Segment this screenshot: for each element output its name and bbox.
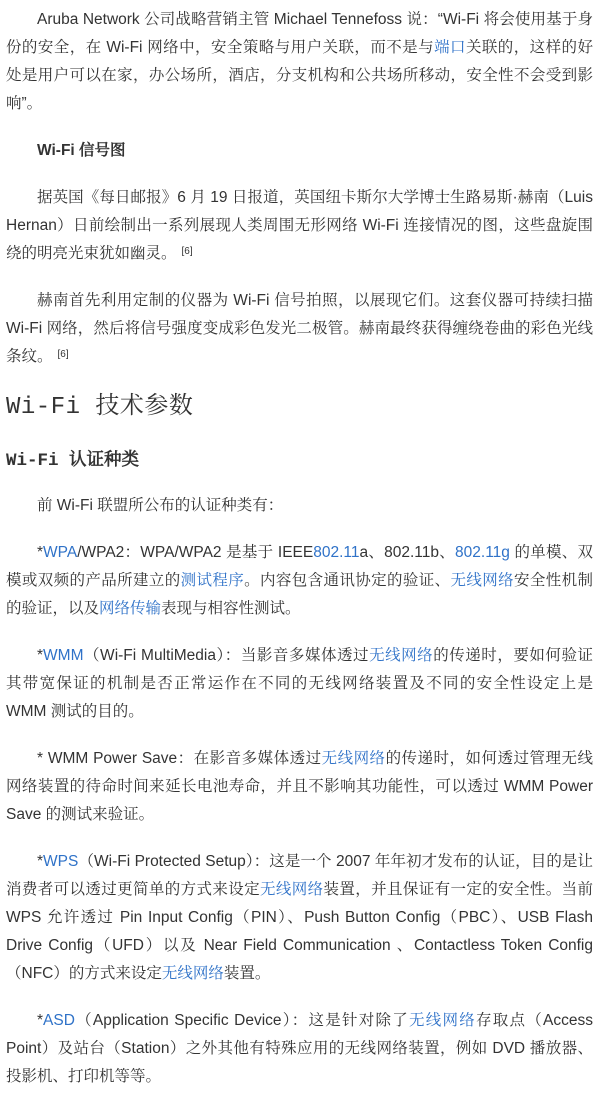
paragraph-luis-hernan <box>6 184 593 268</box>
paragraph-wmm-power-save <box>6 745 593 829</box>
inline-link[interactable]: 测试程序 <box>180 572 245 589</box>
text-run: 据英国《每日邮报》6 月 19 日报道，英国纽卡斯尔大学博士生路易斯·赫南（Luis Hernan）日前绘制出一系列展现人类周围无形网络 Wi-Fi 连接情况的图，这些盘旋围绕的明亮光束犹如幽灵。 <box>6 189 593 262</box>
text-run: （Wi-Fi MultiMedia）：当影音多媒体透过 <box>83 647 370 664</box>
inline-link[interactable]: WPA <box>43 544 78 561</box>
text-run: Aruba Network 公司战略营销主管 Michael Tennefoss 说：“Wi-Fi 将会使用基于身份的安全，在 Wi-Fi 网络中，安全策略与用户关联，而不是与 <box>6 11 593 56</box>
paragraph-aruba-quote <box>6 6 593 118</box>
inline-link[interactable]: WPS <box>43 853 79 870</box>
text-run: * <box>37 1012 44 1029</box>
inline-link[interactable]: 无线网络 <box>450 572 514 589</box>
heading-wifi-tech-parameters: Wi-Fi 技术参数 <box>6 394 194 421</box>
text-run: * <box>37 647 44 664</box>
subheading-wifi-signal-map: Wi-Fi 信号图 <box>37 142 126 159</box>
text-run: * <box>37 544 44 561</box>
reference-sup[interactable]: [6] <box>57 349 69 360</box>
paragraph-hernan-method <box>6 287 593 371</box>
text-run: /WPA2：WPA/WPA2 是基于 IEEE <box>77 544 314 561</box>
text-run: 的传递时，如何透过管理无线网络装置的待命时间来延长电池寿命，并且不影响其功能性，可以透过 WMM Power Save 的测试来验证。 <box>6 750 593 823</box>
text-run: a、802.11b、 <box>359 544 456 561</box>
inline-link[interactable]: 无线网络 <box>321 750 386 767</box>
heading-wifi-certification-types: Wi-Fi 认证种类 <box>6 451 140 471</box>
inline-link[interactable]: 网络传输 <box>99 600 162 617</box>
inline-link[interactable]: ASD <box>43 1012 75 1029</box>
text-run: 表现与相容性测试。 <box>161 600 301 617</box>
inline-link[interactable]: 无线网络 <box>409 1012 477 1029</box>
paragraph-cert-intro <box>6 492 593 520</box>
paragraph-wmm <box>6 642 593 726</box>
text-run: 赫南首先利用定制的仪器为 Wi-Fi 信号拍照，以展现它们。这套仪器可持续扫描 Wi-Fi 网络，然后将信号强度变成彩色发光二极管。赫南最终获得缠绕卷曲的彩色光线条纹。 <box>6 292 593 365</box>
inline-link[interactable]: WMM <box>43 647 84 664</box>
text-run: * WMM Power Save：在影音多媒体透过 <box>37 750 322 767</box>
text-run: 。内容包含通讯协定的验证、 <box>244 572 451 589</box>
inline-link[interactable]: 无线网络 <box>161 965 224 982</box>
paragraph-asd <box>6 1007 593 1091</box>
text-run: 的单模、双模或双频的产品所建立的 <box>6 544 593 589</box>
inline-link[interactable]: 802.11g <box>455 544 510 561</box>
text-run: 装置。 <box>223 965 271 982</box>
text-run: 安全性机制的验证，以及 <box>6 572 593 617</box>
paragraph-wpa <box>6 539 593 623</box>
inline-link[interactable]: 无线网络 <box>259 881 324 898</box>
inline-link[interactable]: 802.11 <box>313 544 360 561</box>
text-run: 关联的，这样的好处是用户可以在家，办公场所，酒店，分支机构和公共场所移动，安全性不会受到影响”。 <box>6 39 593 112</box>
paragraph-wps <box>6 848 593 988</box>
reference-sup[interactable]: [6] <box>181 246 193 257</box>
text-run: 装置，并且保证有一定的安全性。当前 WPS 允许透过 Pin Input Config（PIN）、Push Button Config（PBC）、USB Flash Drive Config（UFD）以及 Near Field Communication 、Contactless Token Config（NFC）的方式来设定 <box>6 881 593 982</box>
text-run: 存取点（Access Point）及站台（Station）之外其他有特殊应用的无线网络装置，例如 DVD 播放器、投影机、打印机等等。 <box>6 1012 593 1085</box>
text-run: * <box>37 853 44 870</box>
text-run: （Wi-Fi Protected Setup）：这是一个 2007 年年初才发布的认证，目的是让消费者可以透过更简单的方式来设定 <box>6 853 593 898</box>
inline-link[interactable]: 无线网络 <box>369 647 434 664</box>
inline-link[interactable]: 端口 <box>434 39 466 56</box>
text-run: （Application Specific Device）：这是针对除了 <box>74 1012 410 1029</box>
text-run: 的传递时，要如何验证其带宽保证的机制是否正常运作在不同的无线网络装置及不同的安全性设定上是 WMM 测试的目的。 <box>6 647 593 720</box>
text-run: 前 Wi-Fi 联盟所公布的认证种类有： <box>37 497 284 514</box>
